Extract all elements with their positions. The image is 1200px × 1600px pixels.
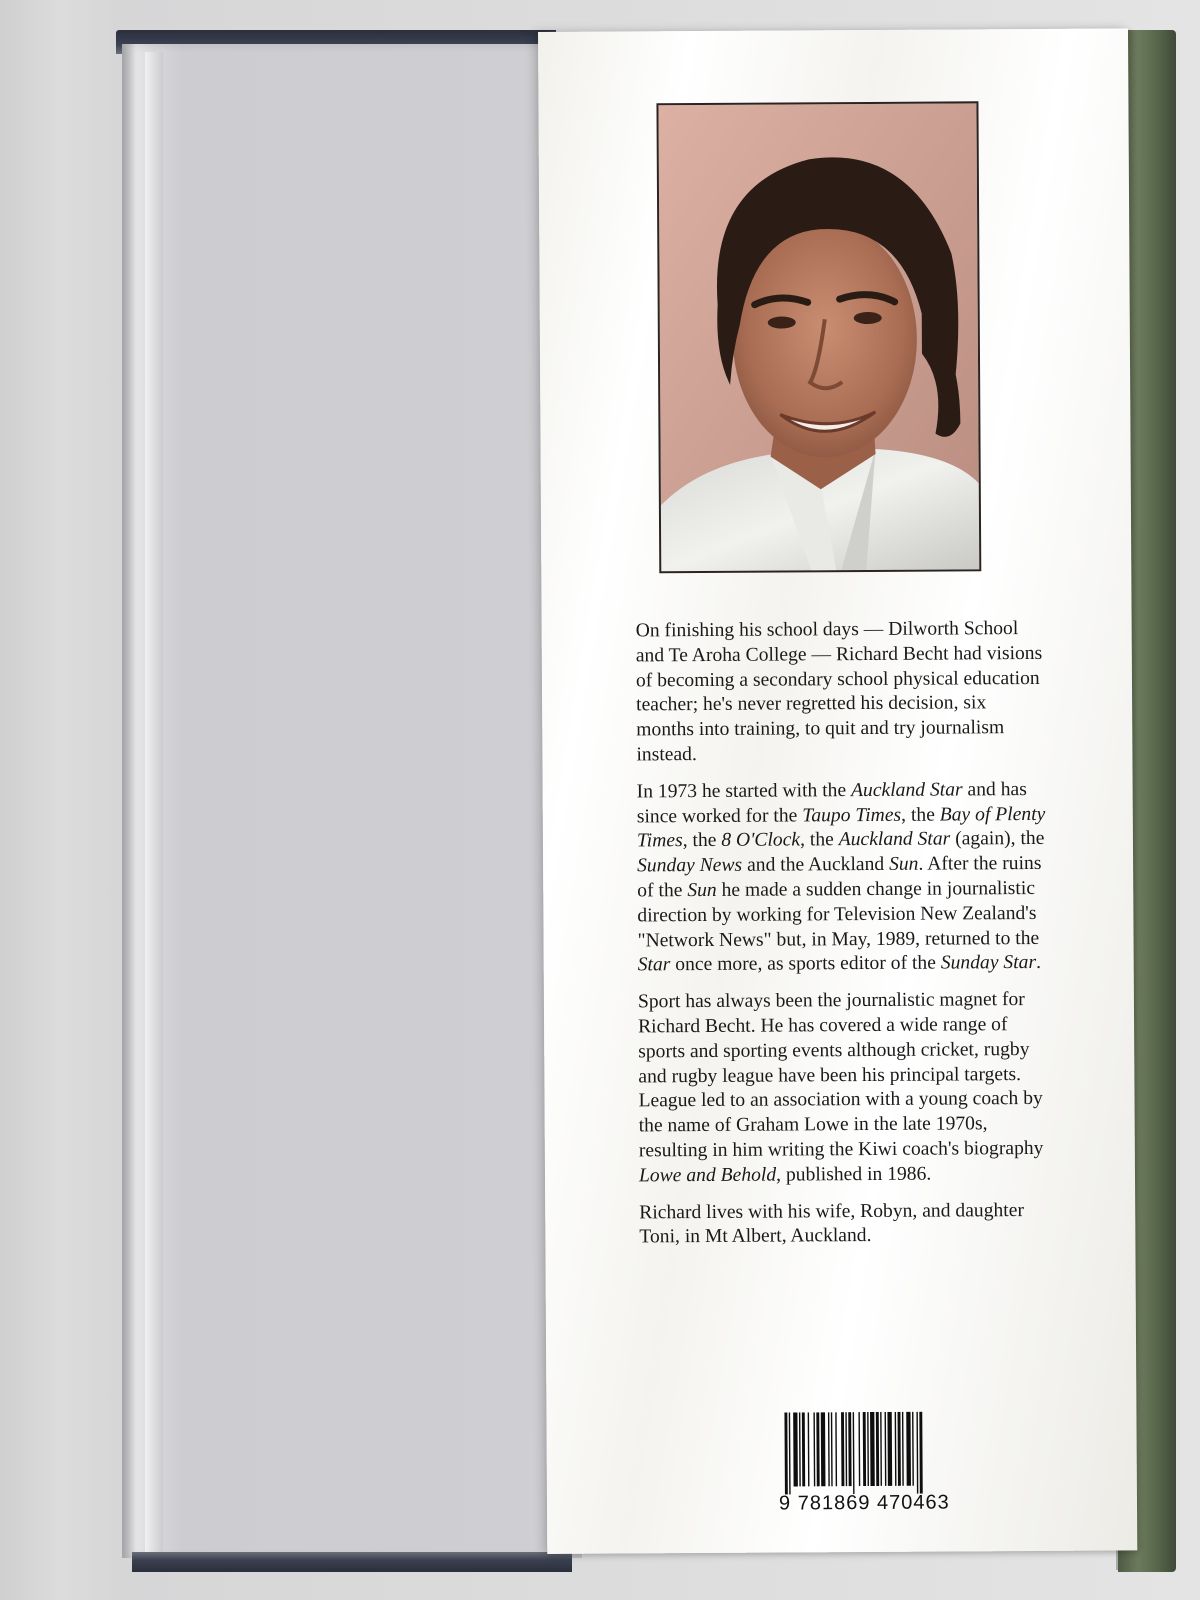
barcode-bar bbox=[831, 1412, 833, 1486]
bio-paragraph: On finishing his school days — Dilworth School and Te Aroha College — Richard Becht had visions of becoming a secondary school physical education teacher; he's never regretted his decision, six months into training, to quit and try journalism instead. bbox=[635, 618, 1043, 766]
barcode-bar bbox=[912, 1412, 914, 1486]
barcode-bar bbox=[793, 1412, 798, 1486]
barcode-bar bbox=[887, 1412, 892, 1486]
barcode-bar bbox=[802, 1412, 805, 1486]
barcode-bar bbox=[898, 1412, 901, 1486]
italic-title: Sun bbox=[888, 853, 919, 876]
barcode-bar bbox=[828, 1412, 830, 1486]
author-portrait-illustration bbox=[658, 103, 979, 571]
italic-title: Lowe and Behold bbox=[638, 1164, 777, 1187]
bio-paragraph: Sport has always been the journalistic magnet for Richard Becht. He has covered a wide range of sports and sporting events although cricket, rugby and rugby league have been his principal targets. League led to an association with a young coach by the name of Graham Lowe in the late 1970s, resulting in him writing the Kiwi coach's biography Lowe and Behold, published in 1986. bbox=[637, 989, 1044, 1187]
barcode-bar bbox=[841, 1412, 844, 1486]
barcode-bar bbox=[848, 1412, 851, 1486]
barcode-bar bbox=[880, 1412, 882, 1486]
barcode-bar bbox=[858, 1412, 860, 1486]
italic-title: Auckland Star bbox=[838, 828, 951, 851]
author-portrait-photo bbox=[656, 101, 981, 573]
barcode-bar bbox=[919, 1412, 922, 1494]
italic-title: Sunday Star bbox=[940, 952, 1037, 974]
barcode-bar bbox=[906, 1412, 911, 1486]
barcode-bar bbox=[845, 1412, 847, 1486]
book-hinge bbox=[145, 52, 163, 1552]
isbn-barcode bbox=[778, 1411, 1003, 1522]
italic-title: Taupo Times bbox=[802, 804, 902, 826]
barcode-bars bbox=[778, 1411, 1002, 1494]
barcode-bar bbox=[813, 1412, 815, 1486]
italic-title: Auckland Star bbox=[850, 779, 963, 801]
barcode-bar bbox=[808, 1412, 810, 1486]
barcode-bar bbox=[916, 1412, 918, 1494]
barcode-bar bbox=[821, 1412, 826, 1486]
barcode-bar bbox=[885, 1412, 887, 1486]
barcode-bar bbox=[902, 1412, 904, 1486]
barcode-bar bbox=[867, 1412, 869, 1486]
barcode-bar bbox=[895, 1412, 897, 1486]
isbn-number: 9 781869 470463 bbox=[778, 1491, 950, 1515]
inside-cover-endpaper bbox=[122, 44, 582, 1558]
barcode-bar bbox=[789, 1412, 791, 1494]
italic-title: Star bbox=[637, 954, 671, 976]
barcode-bar bbox=[876, 1412, 879, 1486]
italic-title: 8 O'Clock bbox=[721, 829, 801, 852]
italic-title: Sunday News bbox=[637, 854, 743, 877]
barcode-bar bbox=[853, 1412, 855, 1494]
cover-board-bottom-edge bbox=[132, 1552, 572, 1572]
barcode-bar bbox=[816, 1412, 819, 1486]
bio-paragraph: In 1973 he started with the Auckland Star and has since worked for the Taupo Times, the Bay of Plenty Times, the 8 O'Clock, the Auckland Star (again), the Sunday News and the Auckland Sun. After the ruins of the Sun he made a sudden change in journalistic direction by working for Television New Zealand's "Network News" but, in May, 1989, returned to the Star once more, as sports editor of the Sunday Star. bbox=[636, 778, 1046, 976]
barcode-bar bbox=[784, 1413, 787, 1495]
barcode-bar bbox=[835, 1412, 837, 1486]
barcode-bar bbox=[870, 1412, 875, 1486]
barcode-bar bbox=[863, 1412, 866, 1486]
author-bio bbox=[636, 617, 1050, 1263]
italic-title: Bay of Plenty Times bbox=[636, 803, 1046, 852]
dust-jacket-flap bbox=[538, 28, 1137, 1554]
barcode-bar bbox=[799, 1412, 801, 1486]
italic-title: Sun bbox=[687, 879, 717, 902]
bio-paragraph: Richard lives with his wife, Robyn, and daughter Toni, in Mt Albert, Auckland. bbox=[639, 1199, 1025, 1248]
